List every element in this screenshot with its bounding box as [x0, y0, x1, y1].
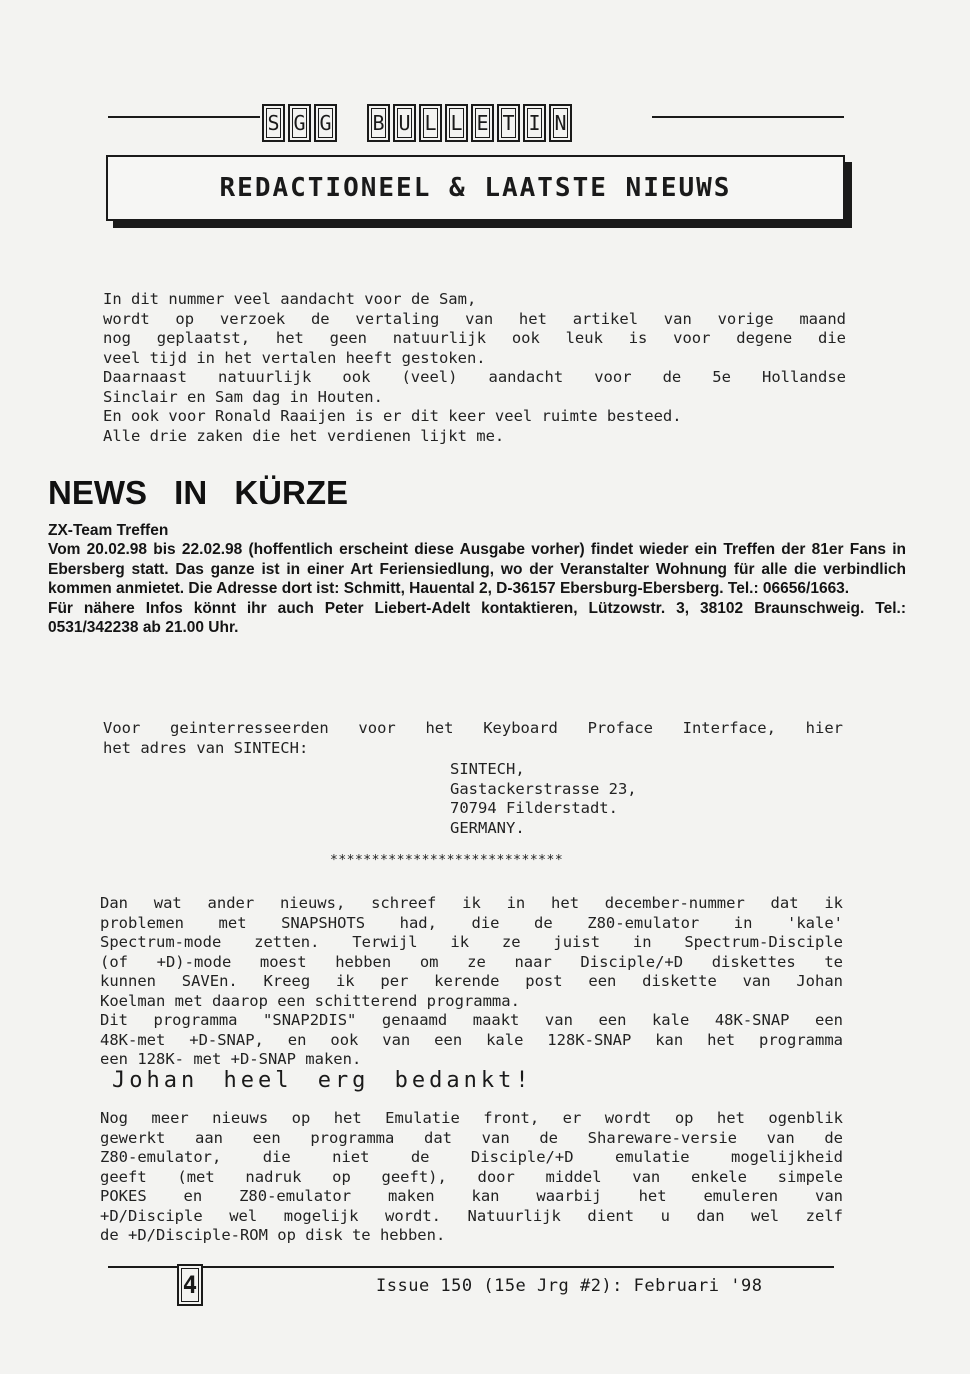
masthead-letter: N [549, 104, 572, 142]
text-line: nog geplaatst, het geen natuurlijk ook leuk is voor degene die [103, 329, 846, 347]
section-title-banner [106, 155, 845, 221]
german-subheading: ZX-Team Treffen [48, 522, 169, 539]
address-block [450, 760, 637, 838]
masthead-rule-left [108, 116, 260, 118]
intro-paragraph [103, 290, 846, 446]
text-line: Nog meer nieuws op het Emulatie front, er wordt op het ogenblik [100, 1109, 843, 1127]
german-news-block [48, 521, 906, 637]
masthead-letter: G [288, 104, 311, 142]
text-line: Voor geinterresseerden voor het Keyboard Proface Interface, hier [103, 719, 843, 737]
text-line: gewerkt aan een programma dat van de Shareware-versie van de [100, 1128, 843, 1147]
text-line: In dit nummer veel aandacht voor de Sam, [103, 290, 477, 308]
footer-rule [108, 1266, 834, 1268]
issue-line: Issue 150 (15e Jrg #2): Februari '98 [376, 1276, 763, 1296]
text-line: (of +D)-mode moest hebben om ze naar Disciple/+D diskettes te [100, 952, 843, 971]
section-title: REDACTIONEEL & LAATSTE NIEUWS [219, 173, 732, 203]
address-line: Gastackerstrasse 23, [450, 779, 637, 798]
address-line: SINTECH, [450, 760, 525, 778]
text-line: problemen met SNAPSHOTS had, die de Z80-emulator in 'kale' [100, 913, 843, 932]
text-line: Daarnaast natuurlijk ook (veel) aandacht voor de 5e Hollandse [103, 368, 846, 386]
text-line: geeft (met nadruk op geeft), door middel van enkele simpele [100, 1167, 843, 1186]
text-line: kunnen SAVEn. Kreeg ik per kerende post een diskette van Johan [100, 972, 843, 990]
keyboard-paragraph [103, 719, 843, 758]
masthead-logo [262, 104, 572, 142]
text-line: Sinclair en Sam dag in Houten. [103, 387, 383, 406]
masthead-rule-right [652, 116, 844, 118]
german-paragraph: Für nähere Infos könnt ihr auch Peter Liebert-Adelt kontaktieren, Lützowstr. 3, 38102 Braunschweig. Tel.: 0531/342238 ab 21.00 Uhr. [48, 599, 906, 637]
text-line: Dan wat ander nieuws, schreef ik in het december-nummer dat ik [100, 894, 843, 912]
text-line: 48K-met +D-SNAP, en ook van een kale 128K-SNAP kan het programma [100, 1030, 843, 1049]
text-line: de +D/Disciple-ROM op disk te hebben. [100, 1226, 446, 1244]
masthead-word-sgg [262, 104, 337, 142]
text-line: een 128K- met +D-SNAP maken. [100, 1050, 362, 1068]
emulator-paragraph [100, 1109, 843, 1246]
address-line: 70794 Filderstadt. [450, 799, 618, 817]
german-paragraph: Vom 20.02.98 bis 22.02.98 (hoffentlich erscheint diese Ausgabe vorher) findet wieder ein Treffen der 81er Fans in Ebersberg statt. Das ganze ist in einer Art Feriensiedlung, wo der Veranstalter Wohnung für alle die verbindlich kommen anmietet. Die Adresse dort ist: Schmitt, Hauental 2, D-36157 Ebersburg-Ebersberg. Tel.: 06656/1663. [48, 541, 906, 598]
masthead-letter: E [471, 104, 494, 142]
separator-stars: **************************** [330, 853, 564, 868]
address-line: GERMANY. [450, 818, 525, 837]
masthead-letter: I [523, 104, 546, 142]
text-line: En ook voor Ronald Raaijen is er dit keer veel ruimte besteed. [103, 407, 682, 425]
text-line: wordt op verzoek de vertaling van het artikel van vorige maand [103, 309, 846, 328]
masthead-letter: U [393, 104, 416, 142]
thanks-line: Johan heel erg bedankt! [112, 1068, 533, 1093]
masthead-letter: L [419, 104, 442, 142]
text-line: het adres van SINTECH: [103, 738, 309, 757]
masthead-letter: B [367, 104, 390, 142]
masthead-letter: S [262, 104, 285, 142]
page-number: 4 [177, 1264, 203, 1306]
text-line: +D/Disciple wel mogelijk wordt. Natuurlijk dient u dan wel zelf [100, 1206, 843, 1225]
text-line: POKES en Z80-emulator maken kan waarbij het emuleren van [100, 1187, 843, 1205]
text-line: Dit programma "SNAP2DIS" genaamd maakt van een kale 48K-SNAP een [100, 1011, 843, 1029]
masthead-letter: L [445, 104, 468, 142]
text-line: Spectrum-mode zetten. Terwijl ik ze juist in Spectrum-Disciple [100, 933, 843, 951]
masthead-letter: T [497, 104, 520, 142]
text-line: Koelman met daarop een schitterend programma. [100, 991, 520, 1010]
masthead-word-bulletin [367, 104, 572, 142]
text-line: Alle drie zaken die het verdienen lijkt me. [103, 426, 505, 445]
text-line: veel tijd in het vertalen heeft gestoken. [103, 348, 486, 367]
text-line: Z80-emulator, die niet de Disciple/+D emulatie mogelijkheid [100, 1148, 843, 1166]
snapshot-paragraph [100, 894, 843, 1070]
news-heading: NEWS IN KÜRZE [48, 474, 348, 511]
masthead-letter: G [314, 104, 337, 142]
